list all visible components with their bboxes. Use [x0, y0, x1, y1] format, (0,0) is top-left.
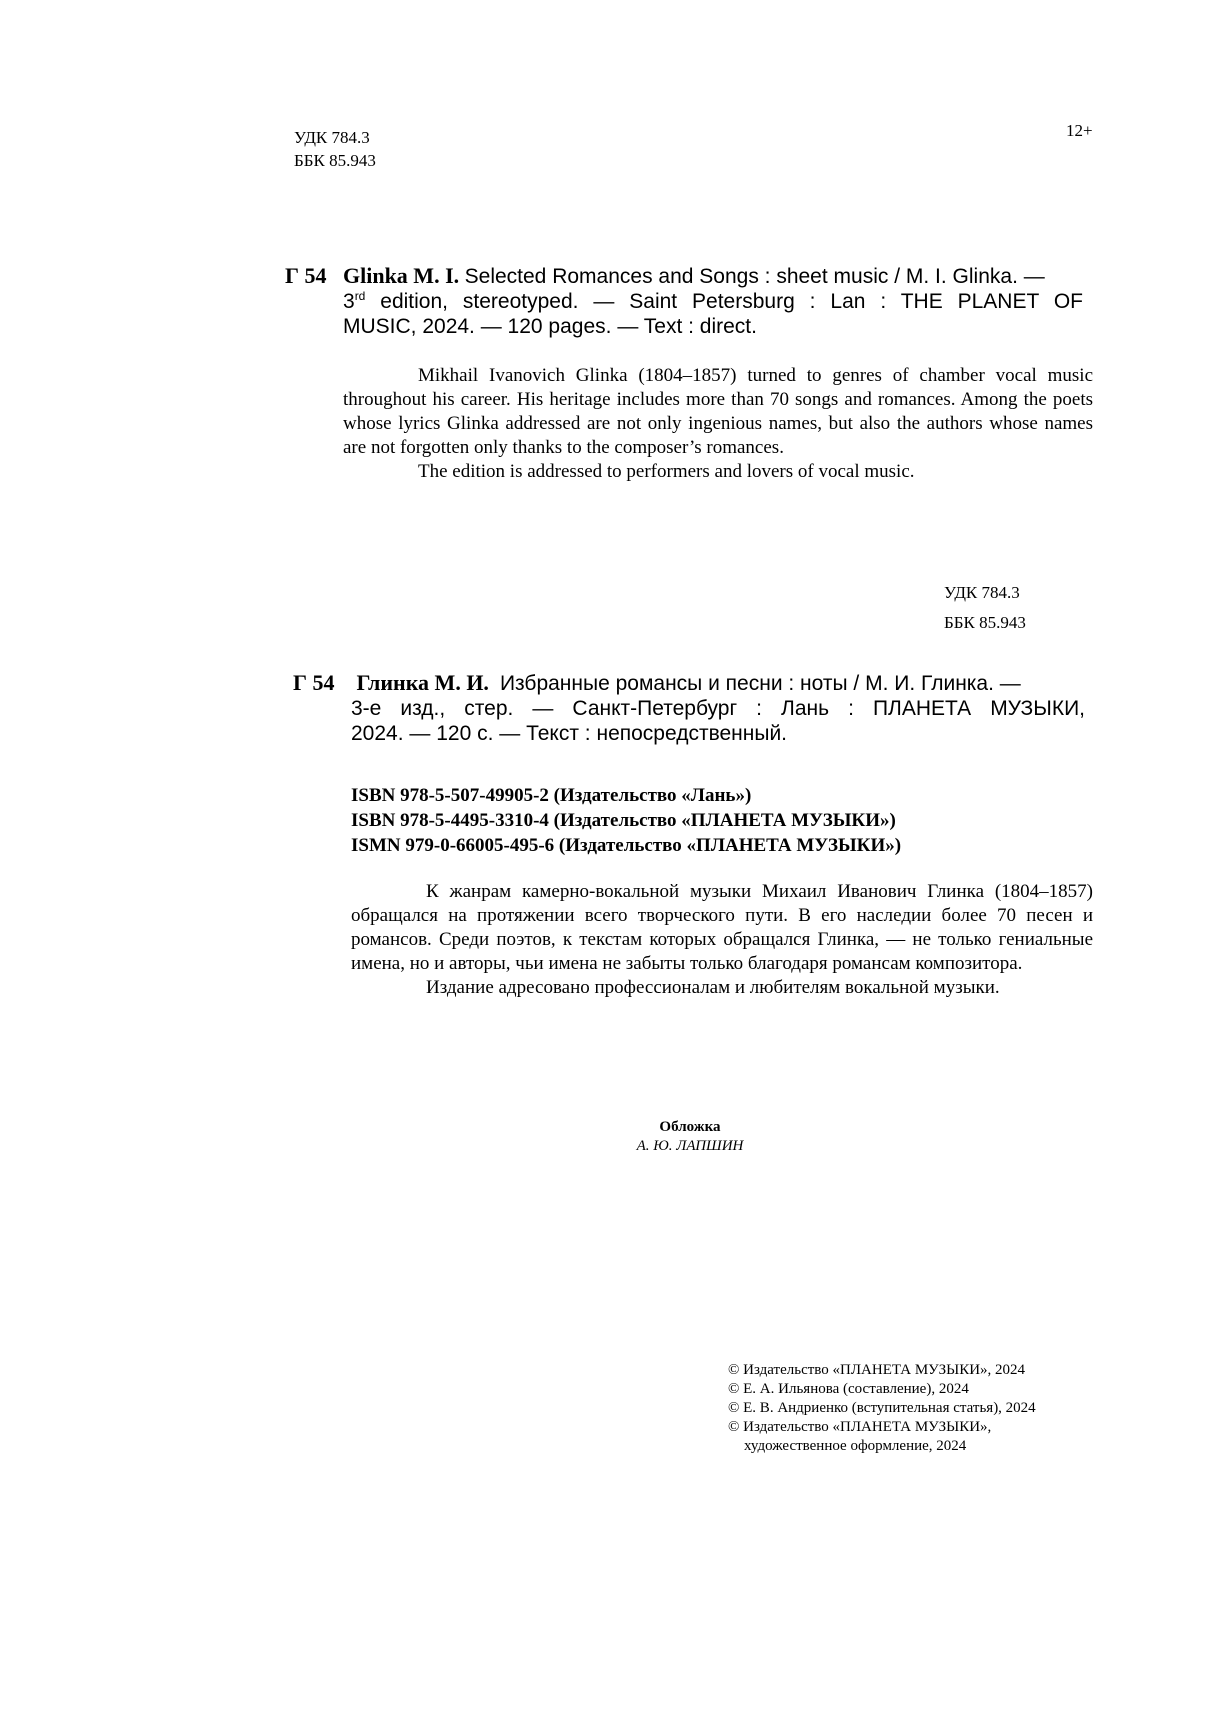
russian-audience: Издание адресовано профессионалам и любителям вокальной музыки. [426, 977, 1000, 998]
middle-classification [944, 578, 1026, 638]
russian-entry [293, 670, 1093, 746]
russian-code: Г 54 [293, 670, 335, 695]
english-edition-number: 3 [343, 290, 355, 313]
russian-edition-line: 3-е изд., стер. — Санкт-Петербург : Лань : ПЛАНЕТА МУЗЫКИ, [351, 697, 1085, 720]
cover-credit [560, 1118, 820, 1156]
copyright-block [728, 1361, 1036, 1456]
copyright-continuation: художественное оформление, 2024 [744, 1438, 967, 1454]
english-author: Glinka M. I. [343, 263, 460, 288]
ismn-planeta: ISMN 979-0-66005-495-6 (Издательство «ПЛАНЕТА МУЗЫКИ») [351, 835, 902, 856]
english-code: Г 54 [285, 263, 327, 288]
english-abstract-block [343, 364, 1093, 484]
russian-abstract-block [351, 880, 1093, 1000]
english-edition-sup: rd [354, 289, 366, 303]
english-abstract: Mikhail Ivanovich Glinka (1804–1857) turned to genres of chamber vocal music throughout his career. His heritage includes more than 70 songs and romances. Among the poets whose lyrics Glinka addressed are not only ingenious names, but also the authors whose names are not forgotten only thanks to the composer’s romances. [343, 365, 1093, 458]
copyright-line: © Е. А. Ильянова (составление), 2024 [728, 1381, 969, 1397]
russian-publisher-line: 2024. — 120 с. — Текст : непосредственный. [351, 722, 788, 745]
copyright-line: © Е. В. Андриенко (вступительная статья), 2024 [728, 1400, 1036, 1416]
middle-udk: УДК 784.3 [944, 583, 1020, 602]
top-bbk: ББК 85.943 [294, 151, 376, 170]
top-classification [294, 126, 376, 172]
copyright-line: © Издательство «ПЛАНЕТА МУЗЫКИ», [728, 1419, 992, 1435]
age-rating: 12+ [1066, 121, 1093, 140]
english-publisher-line: MUSIC, 2024. — 120 pages. — Text : direct. [343, 315, 757, 338]
cover-artist: А. Ю. ЛАПШИН [636, 1138, 744, 1154]
russian-abstract: К жанрам камерно-вокальной музыки Михаил Иванович Глинка (1804–1857) обращался на протяжении всего творческого пути. В его наследии более 70 песен и романсов. Среди поэтов, к текстам которых обращался Глинка, — не только гениальные имена, но и авторы, чьи имена не забыты только благодаря романсам композитора. [351, 881, 1093, 974]
english-title-line: Selected Romances and Songs : sheet music / M. I. Glinka. — [464, 265, 1045, 288]
top-udk: УДК 784.3 [294, 128, 370, 147]
copyright-line: © Издательство «ПЛАНЕТА МУЗЫКИ», 2024 [728, 1362, 1026, 1378]
english-edition-line: edition, stereotyped. — Saint Petersburg : Lan : THE PLANET OF [380, 290, 1083, 313]
middle-bbk: ББК 85.943 [944, 613, 1026, 632]
isbn-block [351, 783, 901, 858]
russian-author: Глинка М. И. [356, 670, 489, 695]
cover-label: Обложка [659, 1119, 721, 1135]
isbn-planeta: ISBN 978-5-4495-3310-4 (Издательство «ПЛАНЕТА МУЗЫКИ») [351, 810, 896, 831]
russian-title-line: Избранные романсы и песни : ноты / М. И. Глинка. — [499, 672, 1021, 695]
english-entry [285, 263, 1085, 339]
english-audience: The edition is addressed to performers and lovers of vocal music. [418, 461, 915, 482]
isbn-lan: ISBN 978-5-507-49905-2 (Издательство «Лань») [351, 785, 752, 806]
